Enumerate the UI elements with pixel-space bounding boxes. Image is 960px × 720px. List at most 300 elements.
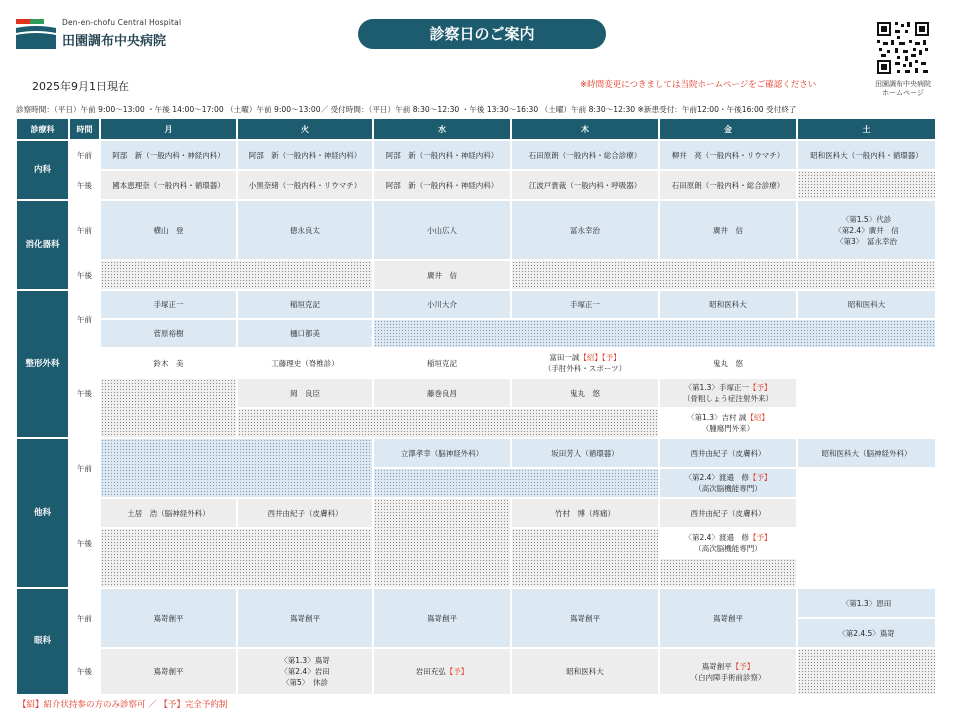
cell-line — [77, 180, 92, 191]
cell-text: 〈第1.3〉恩田 — [841, 598, 892, 608]
reservation-tag: 【予】 — [731, 661, 755, 671]
cell-text: 小山広人 — [427, 225, 457, 235]
schedule-cell-sat — [798, 619, 935, 647]
schedule-cell-thu — [512, 379, 658, 407]
reservation-tag: 【予】 — [601, 353, 621, 362]
cell-text: 稲垣克記 — [427, 358, 457, 368]
cell-text: 金 — [724, 124, 732, 134]
cell-line — [544, 352, 626, 363]
cell-text: 〈第2.4〉渡邉 修 — [684, 533, 749, 542]
cell-text: 眼科 — [33, 636, 51, 646]
schedule-cell-wed — [374, 141, 510, 169]
schedule-cell-tue — [238, 201, 372, 259]
schedule-cell-mon — [101, 201, 236, 259]
cell-text: 昭和医科大 — [709, 300, 747, 309]
cell-line — [427, 270, 457, 281]
schedule-cell-thu — [512, 529, 658, 587]
schedule-cell-wed — [374, 439, 510, 467]
cell-text: 阿部 新（一般内科・神経内科） — [385, 150, 499, 160]
cell-line — [77, 613, 92, 624]
cell-text: 石田原朗（一般内科・総合診療） — [528, 150, 642, 160]
cell-text: 午前 — [77, 150, 92, 160]
cell-text: 〈第3〉 冨永幸治 — [835, 236, 898, 246]
schedule-cell-mon — [101, 589, 236, 647]
cell-text: （手肘外科・スポーツ） — [543, 364, 627, 373]
cell-line — [280, 655, 329, 666]
cell-line — [290, 225, 320, 236]
cell-line — [77, 463, 92, 474]
schedule-cell-thu — [512, 291, 658, 318]
schedule-cell-sat — [798, 349, 935, 437]
cell-line — [822, 448, 912, 459]
cell-text: 立澤孝幸（脳神経外科） — [400, 448, 484, 458]
cell-line — [271, 358, 339, 369]
cell-text: 午前 — [77, 314, 92, 324]
cell-line — [691, 448, 766, 459]
cell-text: 柳井 亮（一般内科・リウマチ） — [671, 150, 785, 160]
cell-line — [290, 388, 320, 399]
cell-text: 富田一誠 — [549, 353, 580, 362]
cell-text: 時間 — [76, 124, 93, 134]
schedule-cell-fri — [660, 499, 796, 527]
cell-line — [691, 508, 766, 519]
schedule-cell-mon — [101, 141, 236, 169]
schedule-cell-wed — [374, 171, 510, 199]
cell-line — [112, 180, 225, 191]
cell-text: 徳永良太 — [290, 225, 320, 235]
cell-line — [691, 672, 766, 683]
cell-line — [687, 423, 769, 434]
cell-text: 阿部 新（一般内科・神経内科） — [112, 150, 225, 160]
cell-text: 整形外科 — [25, 358, 60, 369]
cell-text: 昭和医科大 — [847, 300, 886, 309]
cell-text: 〈第2.4.5〉嶌嵜 — [838, 628, 895, 638]
cell-text: 手塚正一 — [153, 300, 184, 309]
cell-line — [154, 225, 184, 236]
schedule-cell-fri — [660, 141, 796, 169]
schedule-cell-wed — [374, 499, 510, 587]
cell-line — [34, 165, 51, 176]
cell-text: 阿部 新（一般内科・神経内科） — [248, 150, 362, 160]
cell-text: 診療科 — [30, 124, 55, 134]
cell-line — [838, 628, 895, 639]
time-label-pm — [70, 261, 99, 289]
cell-text: 手塚正一 — [570, 300, 600, 309]
schedule-cell-sat — [798, 589, 935, 617]
cell-text: 嶌嵜創平 — [290, 613, 320, 623]
schedule-cell-tue — [238, 649, 372, 694]
cell-text: 内科 — [33, 164, 51, 175]
cell-line — [127, 508, 210, 519]
time-label-pm — [70, 349, 99, 437]
schedule-cell-fri — [660, 409, 796, 437]
schedule-cell-fri — [660, 201, 796, 259]
cell-line — [555, 508, 615, 519]
schedule-cell-thu — [512, 589, 658, 647]
cell-text: 嶌嵜創平 — [570, 613, 600, 623]
cell-line — [301, 124, 309, 135]
cell-text: 木 — [581, 124, 589, 134]
reservation-tag: 【予】 — [748, 533, 772, 542]
cell-line — [427, 613, 457, 624]
qr-caption-line-1: 田園調布中央病院 — [875, 80, 931, 88]
cell-text: 坂田芳人（循環器） — [551, 448, 619, 458]
cell-line — [691, 661, 766, 672]
cell-line — [77, 225, 92, 236]
time-change-notice: ※時間変更につきましては当院ホームページをご確認ください — [580, 80, 817, 90]
page-title: 診察日のご案内 — [358, 19, 606, 49]
cell-text: 昭和医科大（脳神経外科） — [821, 448, 912, 458]
cell-text: 石田原朗（一般内科・総合診療） — [671, 180, 785, 190]
cell-line — [848, 299, 886, 310]
cell-text: （高次脳機能専門） — [694, 484, 762, 493]
cell-text: 水 — [438, 124, 446, 134]
cell-text: 廣井 信 — [427, 270, 457, 280]
time-label-pm — [70, 649, 99, 694]
cell-line — [529, 180, 642, 191]
cell-text: 土 — [862, 124, 871, 134]
schedule-cell-sat — [798, 469, 935, 587]
cell-line — [386, 180, 499, 191]
cell-line — [685, 472, 772, 483]
schedule-cell-wed — [374, 261, 510, 289]
schedule-table — [16, 118, 936, 695]
cell-line — [427, 225, 457, 236]
cell-text: 嶌嵜創平 — [713, 613, 743, 623]
schedule-cell-fri — [660, 171, 796, 199]
cell-line — [544, 363, 626, 374]
cell-text: 他科 — [33, 507, 51, 518]
time-label-am — [70, 439, 99, 497]
cell-line — [570, 388, 600, 399]
cell-text: 西井由紀子（皮膚科） — [690, 448, 766, 458]
cell-text: 午後 — [77, 388, 92, 398]
reservation-tag: 【紹】 — [579, 353, 602, 362]
schedule-cell-tue — [238, 291, 372, 318]
schedule-cell-tue — [238, 589, 372, 647]
cell-text: 火 — [301, 124, 309, 134]
cell-text: 藤巻良昌 — [427, 388, 457, 398]
cell-text: 冨永幸治 — [570, 225, 600, 235]
cell-line — [724, 124, 732, 135]
schedule-cell-fri — [660, 349, 796, 377]
hospital-logo — [16, 17, 216, 51]
cell-text: 昭和医科大 — [566, 667, 604, 676]
cell-line — [810, 150, 923, 161]
cell-line — [280, 666, 329, 677]
time-label-am — [70, 291, 99, 347]
dept-seikei — [17, 291, 68, 437]
dept-ganka — [17, 589, 68, 694]
cell-line — [34, 636, 51, 647]
schedule-cell-tue — [238, 379, 372, 407]
schedule-cell-thu — [512, 499, 658, 527]
schedule-cell-mon — [101, 649, 236, 694]
cell-line — [77, 124, 93, 135]
schedule-cell-sat — [798, 171, 935, 199]
schedule-cell-tue — [238, 349, 372, 377]
time-label-am — [70, 201, 99, 259]
schedule-cell-sat — [798, 291, 935, 318]
cell-text: 江波戸貴裁（一般内科・呼吸器） — [528, 180, 642, 190]
cell-line — [713, 613, 743, 624]
schedule-cell-wed — [374, 291, 510, 318]
schedule-cell-mon — [101, 171, 236, 199]
cell-line — [165, 124, 173, 135]
as-of-date: 2025年9月1日現在 — [32, 80, 129, 93]
cell-line — [154, 328, 184, 339]
schedule-cell-fri — [660, 379, 796, 407]
schedule-cell-thu — [512, 201, 658, 259]
cell-line — [290, 299, 320, 310]
cell-line — [570, 225, 600, 236]
cell-line — [77, 388, 92, 399]
cell-text: 鈴木 美 — [153, 358, 184, 368]
cell-line — [834, 225, 898, 236]
cell-line — [529, 150, 642, 161]
schedule-cell-mon — [101, 379, 236, 437]
cell-text: 〈第1.5〉代診 — [841, 214, 892, 224]
dept-shoka — [17, 201, 68, 289]
schedule-cell-wed — [374, 349, 510, 377]
qr-code-icon — [875, 20, 931, 76]
schedule-cell-sat — [798, 141, 935, 169]
schedule-cell-mon — [101, 291, 236, 318]
cell-text: 月 — [164, 124, 173, 134]
cell-line — [683, 393, 773, 404]
cell-text: （骨粗しょう症注射外来） — [683, 394, 773, 403]
cell-line — [290, 328, 320, 339]
cell-line — [834, 236, 898, 247]
cell-line — [685, 483, 772, 494]
cell-text: 西井由紀子（皮膚科） — [690, 508, 766, 518]
cell-line — [581, 124, 589, 135]
cell-text: 竹村 博（疼痛） — [555, 508, 615, 518]
schedule-cell-thu — [512, 171, 658, 199]
cell-text: 〈第5〉 休診 — [281, 678, 329, 687]
cell-text: 菅原裕樹 — [153, 329, 184, 338]
cell-line — [31, 124, 55, 135]
schedule-cell-fri — [660, 291, 796, 318]
cell-text: 消化器科 — [25, 239, 60, 250]
cell-line — [154, 666, 184, 677]
cell-text: 〈第2.4〉渡邉 修 — [684, 473, 749, 482]
cell-line — [863, 124, 871, 135]
reservation-tag: 【予】 — [445, 667, 469, 676]
cell-text: 午前 — [77, 225, 92, 235]
cell-text: 嶌嵜創平 — [153, 613, 184, 623]
dept-naika — [17, 141, 68, 199]
schedule-cell-sat — [798, 649, 935, 694]
cell-text: 西井由紀子（皮膚科） — [267, 508, 343, 518]
cell-line — [77, 270, 92, 281]
cell-line — [268, 508, 343, 519]
cell-line — [834, 214, 898, 225]
time-label-am — [70, 589, 99, 647]
schedule-cell-wed — [374, 320, 935, 347]
cell-text: 〈第2.4〉廣井 信 — [834, 225, 899, 235]
cell-line — [687, 412, 769, 423]
cell-line — [77, 538, 92, 549]
cell-text: 嶌嵜創平 — [427, 613, 457, 623]
cell-line — [77, 314, 92, 325]
reservation-tag: 【予】 — [748, 383, 772, 392]
schedule-cell-thu — [512, 349, 658, 377]
schedule-cell-tue — [238, 171, 372, 199]
schedule-cell-mon — [101, 499, 236, 527]
schedule-cell-fri — [660, 469, 796, 497]
cell-text: 横山 登 — [153, 225, 184, 235]
cell-text: 昭和医科大（一般内科・循環器） — [810, 150, 923, 160]
cell-line — [427, 299, 457, 310]
qr-caption — [862, 80, 944, 98]
schedule-cell-mon — [101, 529, 372, 587]
cell-text: 工藤理史（脊椎診） — [271, 358, 339, 368]
cell-line — [386, 150, 499, 161]
legend-footnote: 【紹】紹介状持参の方のみ診察可 ／ 【予】完全予約制 — [18, 700, 228, 710]
cell-line — [685, 543, 772, 554]
schedule-cell-fri — [660, 649, 796, 694]
col-header-dept — [17, 119, 68, 139]
cell-line — [683, 382, 773, 393]
cell-line — [713, 225, 743, 236]
cell-text: 午後 — [77, 180, 92, 190]
schedule-cell-fri — [660, 589, 796, 647]
cell-text: 廣井 信 — [713, 225, 743, 235]
schedule-cell-sat — [798, 439, 935, 467]
cell-line — [842, 598, 891, 609]
cell-text: 國本恵理奈（一般内科・循環器） — [112, 180, 225, 190]
schedule-cell-mon — [101, 320, 236, 347]
col-header-day-thu — [512, 119, 658, 139]
cell-text: 午後 — [77, 667, 92, 676]
cell-text: 稲垣克記 — [290, 300, 320, 309]
cell-text: （腫瘍門外来） — [701, 424, 755, 433]
schedule-cell-wed — [374, 589, 510, 647]
cell-line — [112, 150, 225, 161]
cell-line — [154, 613, 184, 624]
schedule-cell-fri — [660, 439, 796, 467]
schedule-cell-mon — [101, 261, 372, 289]
col-header-day-fri — [660, 119, 796, 139]
cell-line — [25, 359, 59, 370]
cell-line — [249, 180, 362, 191]
cell-line — [280, 677, 329, 688]
reservation-tag: 【予】 — [748, 473, 772, 482]
cell-line — [713, 358, 743, 369]
schedule-cell-fri — [660, 529, 796, 557]
time-label-pm — [70, 171, 99, 199]
schedule-cell-mon — [101, 439, 372, 497]
cell-text: 岡 良臣 — [290, 388, 320, 398]
cell-line — [249, 150, 362, 161]
cell-line — [672, 150, 785, 161]
schedule-cell-thu — [512, 649, 658, 694]
cell-line — [570, 613, 600, 624]
time-label-pm — [70, 499, 99, 587]
schedule-cell-tue — [238, 320, 372, 347]
cell-text: 午前 — [77, 613, 92, 623]
cell-text: 小川大介 — [427, 300, 457, 309]
cell-text: 午後 — [77, 538, 92, 548]
schedule-cell-fri — [660, 559, 796, 587]
col-header-time — [70, 119, 99, 139]
cell-line — [34, 508, 51, 519]
cell-text: 樋口都美 — [290, 329, 320, 338]
time-label-am — [70, 141, 99, 169]
cell-text: 〈第1.3〉嶌嵜 — [280, 656, 330, 665]
schedule-cell-wed — [374, 469, 658, 497]
cell-line — [416, 666, 469, 677]
col-header-day-mon — [101, 119, 236, 139]
cell-text: 嶌嵜創平 — [701, 661, 732, 671]
cell-line — [154, 299, 184, 310]
cell-line — [77, 150, 92, 161]
cell-line — [685, 532, 772, 543]
cell-line — [154, 358, 184, 369]
schedule-cell-tue — [238, 499, 372, 527]
schedule-cell-mon — [101, 349, 236, 377]
cell-text: （高次脳機能専門） — [694, 544, 762, 553]
logo-english-name: Den-en-chofu Central Hospital — [62, 18, 182, 27]
cell-text: 午後 — [77, 270, 92, 280]
cell-line — [672, 180, 785, 191]
cell-text: 嶌嵜創平 — [153, 667, 184, 676]
col-header-day-tue — [238, 119, 372, 139]
consultation-hours: 診察時間：（平日）午前 9:00～13:00 ・午後 14:00～17:00 （土曜）午前 9:00～13:00／ 受付時間：（平日）午前 8:30～12:30 ・午後 13:30～16:30 （土曜）午前 8:30～12:30 ※新患受付：午前12:00・午後16:00 受付終了 — [16, 105, 797, 114]
cell-line — [290, 613, 320, 624]
schedule-cell-wed — [374, 379, 510, 407]
schedule-cell-thu — [512, 261, 935, 289]
qr-caption-line-2: ホームページ — [882, 89, 924, 97]
cell-text: 〈第1.3〉手塚正一 — [684, 383, 749, 392]
cell-text: 鬼丸 悠 — [570, 388, 600, 398]
cell-line — [427, 388, 457, 399]
cell-line — [570, 299, 600, 310]
cell-line — [25, 240, 59, 251]
cell-line — [566, 666, 604, 677]
cell-text: （白内障手術前診察） — [690, 672, 766, 682]
cell-text: 小黒奈緒（一般内科・リウマチ） — [248, 180, 362, 190]
cell-text: 岩田充弘 — [415, 667, 446, 676]
dept-tajika — [17, 439, 68, 587]
cell-line — [551, 448, 619, 459]
cell-text: 阿部 新（一般内科・神経内科） — [385, 180, 499, 190]
cell-text: 土居 浩（脳神経外科） — [127, 508, 210, 518]
cell-line — [438, 124, 446, 135]
col-header-day-sat — [798, 119, 935, 139]
schedule-cell-sat — [798, 201, 935, 259]
cell-line — [427, 358, 457, 369]
cell-text: 鬼丸 悠 — [713, 358, 743, 368]
schedule-cell-wed — [374, 649, 510, 694]
schedule-cell-thu — [512, 439, 658, 467]
hospital-logo-icon — [16, 19, 56, 49]
cell-line — [77, 666, 92, 677]
reservation-tag: 【紹】 — [746, 413, 769, 422]
logo-japanese-name: 田園調布中央病院 — [62, 34, 167, 49]
cell-text: 午前 — [77, 463, 92, 473]
cell-line — [709, 299, 747, 310]
schedule-cell-wed — [374, 201, 510, 259]
cell-text: 〈第2.4〉岩田 — [280, 667, 330, 676]
col-header-day-wed — [374, 119, 510, 139]
schedule-cell-thu — [512, 141, 658, 169]
cell-text: 〈第1.3〉吉村 誠 — [687, 413, 747, 422]
schedule-cell-tue — [238, 141, 372, 169]
cell-line — [401, 448, 484, 459]
schedule-cell-tue — [238, 409, 658, 437]
